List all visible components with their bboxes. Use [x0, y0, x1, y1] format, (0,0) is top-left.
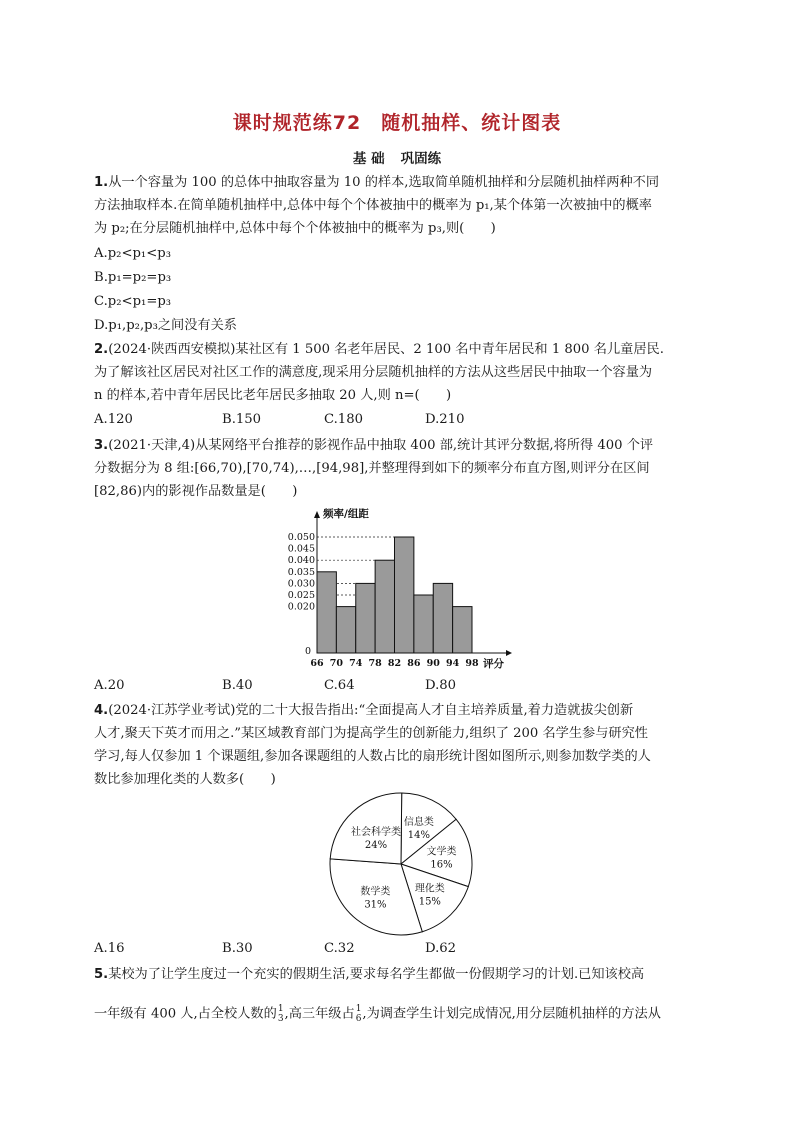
fraction-1-numerator: 1	[277, 1004, 284, 1014]
x-axis-arrow	[506, 650, 512, 656]
y-origin-label: 0	[304, 646, 311, 657]
q3-option-c: C.64	[324, 678, 355, 693]
q1-line-1	[94, 173, 704, 193]
q4-option-b: B.30	[222, 941, 253, 956]
q3-text-1: (2021·天津,4)从某网络平台推荐的影视作品中抽取 400 部,统计其评分数据,将所得 400 个评	[108, 438, 654, 453]
q5-number: 5.	[94, 967, 109, 982]
q5-text-2b: ,高三年级占	[284, 1006, 355, 1022]
y-tick-label: 0.020	[287, 601, 315, 613]
x-axis-label: 评分	[483, 658, 504, 670]
q1-option-d: D.p₁,p₂,p₃之间没有关系	[94, 318, 237, 333]
q3-option-a: A.20	[94, 678, 125, 693]
q2-line-2: 为了解该社区居民对社区工作的满意度,现采用分层随机抽样的方法从这些居民中抽取一个容量为	[94, 365, 653, 380]
histogram-bar	[317, 572, 336, 653]
histogram-bar	[395, 537, 414, 653]
fraction-1-denominator: 3	[277, 1014, 284, 1024]
section-heading	[0, 147, 794, 167]
histogram-bar	[433, 583, 452, 653]
x-tick-label: 66	[310, 658, 324, 669]
section-label-practice: 巩固练	[400, 151, 442, 167]
x-tick-label: 94	[446, 658, 460, 669]
histogram-bar	[453, 607, 472, 653]
y-tick-label: 0.025	[287, 590, 315, 601]
q4-line-2: 人才,聚天下英才而用之.”某区域教育部门为提高学生的创新能力,组织了 200 名学生参与研究性	[94, 726, 648, 741]
q2-option-c: C.180	[324, 412, 363, 427]
x-tick-label: 98	[465, 658, 479, 669]
q4-number: 4.	[94, 703, 109, 718]
q3-line-2: 分数据分为 8 组:[66,70),[70,74),…,[94,98],并整理得到如下的频率分布直方图,则评分在区间	[94, 461, 650, 476]
pie-slice-label: 数学类	[360, 886, 391, 898]
q1-text-1: 从一个容量为 100 的总体中抽取容量为 10 的样本,选取简单随机抽样和分层随机抽样两种不同	[108, 175, 660, 190]
y-tick-label: 0.030	[287, 578, 315, 590]
section-label-basic: 基 础	[352, 151, 385, 167]
q5-fraction-1	[278, 1004, 284, 1024]
pie-slice-percent: 31%	[364, 899, 387, 911]
q1-option-c: C.p₂<p₁=p₃	[94, 294, 172, 309]
q1-option-b: B.p₁=p₂=p₃	[94, 270, 172, 285]
q3-option-d: D.80	[425, 678, 457, 693]
q4-line-4: 数比参加理化类的人数多( )	[94, 772, 276, 787]
q3-line-1	[94, 436, 704, 456]
x-tick-label: 74	[349, 658, 363, 669]
q2-line-1	[94, 340, 704, 360]
y-tick-label: 0.035	[287, 566, 315, 578]
q3-line-3: [82,86)内的影视作品数量是( )	[94, 484, 298, 499]
pie-slice-label: 文学类	[426, 846, 457, 858]
pie-slice-percent: 15%	[418, 896, 441, 908]
q2-line-3: n 的样本,若中青年居民比老年居民多抽取 20 人,则 n=( )	[94, 388, 452, 403]
q1-line-2: 方法抽取样本.在简单随机抽样中,总体中每个个体被抽中的概率为 p₁,某个体第一次被抽中的概率	[94, 198, 652, 213]
q3-option-b: B.40	[222, 678, 253, 693]
histogram-bar	[375, 560, 394, 653]
histogram-bar	[356, 583, 375, 653]
q4-option-d: D.62	[425, 941, 457, 956]
histogram-bar	[414, 595, 433, 653]
q4-option-a: A.16	[94, 941, 125, 956]
fraction-2-numerator: 1	[355, 1004, 362, 1014]
q1-line-3: 为 p₂;在分层随机抽样中,总体中每个个体被抽中的概率为 p₃,则( )	[94, 221, 496, 236]
q3-number: 3.	[94, 438, 109, 453]
q2-option-b: B.150	[222, 412, 262, 427]
q4-line-1	[94, 701, 704, 721]
pie-slice-label: 社会科学类	[350, 826, 401, 838]
x-tick-label: 70	[329, 658, 343, 669]
q5-text-2c: ,为调查学生计划完成情况,用分层随机抽样的方法从	[362, 1006, 661, 1022]
histogram-bar	[336, 607, 355, 653]
q1-number: 1.	[94, 175, 109, 190]
q5-text-2a: 一年级有 400 人,占全校人数的	[94, 1006, 277, 1022]
pie-slice-label: 信息类	[403, 816, 434, 828]
q4-text-1: (2024·江苏学业考试)党的二十大报告指出:“全面提高人才自主培养质量,着力造就拔尖创新	[108, 703, 634, 718]
q4-line-3: 学习,每人仅参加 1 个课题组,参加各课题组的人数占比的扇形统计图如图所示,则参加数学类的人	[94, 749, 651, 764]
q1-option-a: A.p₂<p₁<p₃	[94, 246, 172, 261]
x-tick-label: 86	[407, 658, 421, 669]
q5-line-2	[94, 1004, 704, 1025]
page-title: 课时规范练72 随机抽样、统计图表	[232, 112, 562, 134]
q5-text-1: 某校为了让学生度过一个充实的假期生活,要求每名学生都做一份假期学习的计划.已知该校高	[108, 967, 645, 982]
q2-number: 2.	[94, 342, 109, 357]
y-tick-label: 0.045	[287, 543, 315, 555]
q5-line-1	[94, 965, 704, 985]
y-axis-label: 频率/组距	[323, 508, 369, 520]
y-tick-label: 0.050	[287, 532, 315, 543]
q2-text-1: (2024·陕西西安模拟)某社区有 1 500 名老年居民、2 100 名中青年居民和 1 800 名儿童居民.	[108, 342, 664, 357]
pie-slice-percent: 16%	[430, 859, 453, 871]
x-tick-label: 90	[426, 658, 440, 669]
pie-slice-percent: 14%	[407, 829, 431, 841]
q2-option-a: A.120	[94, 412, 133, 427]
q4-option-c: C.32	[324, 941, 355, 956]
y-tick-label: 0.040	[287, 555, 315, 567]
pie-slice-label: 理化类	[414, 883, 445, 895]
q2-option-d: D.210	[425, 412, 465, 427]
x-tick-label: 78	[368, 658, 382, 669]
y-axis-arrow	[314, 511, 320, 518]
histogram-chart	[280, 502, 520, 674]
q5-fraction-2	[356, 1004, 362, 1024]
pie-slice-percent: 24%	[364, 839, 388, 851]
fraction-2-denominator: 6	[355, 1014, 362, 1024]
pie-chart	[318, 790, 484, 938]
x-tick-label: 82	[387, 658, 402, 669]
